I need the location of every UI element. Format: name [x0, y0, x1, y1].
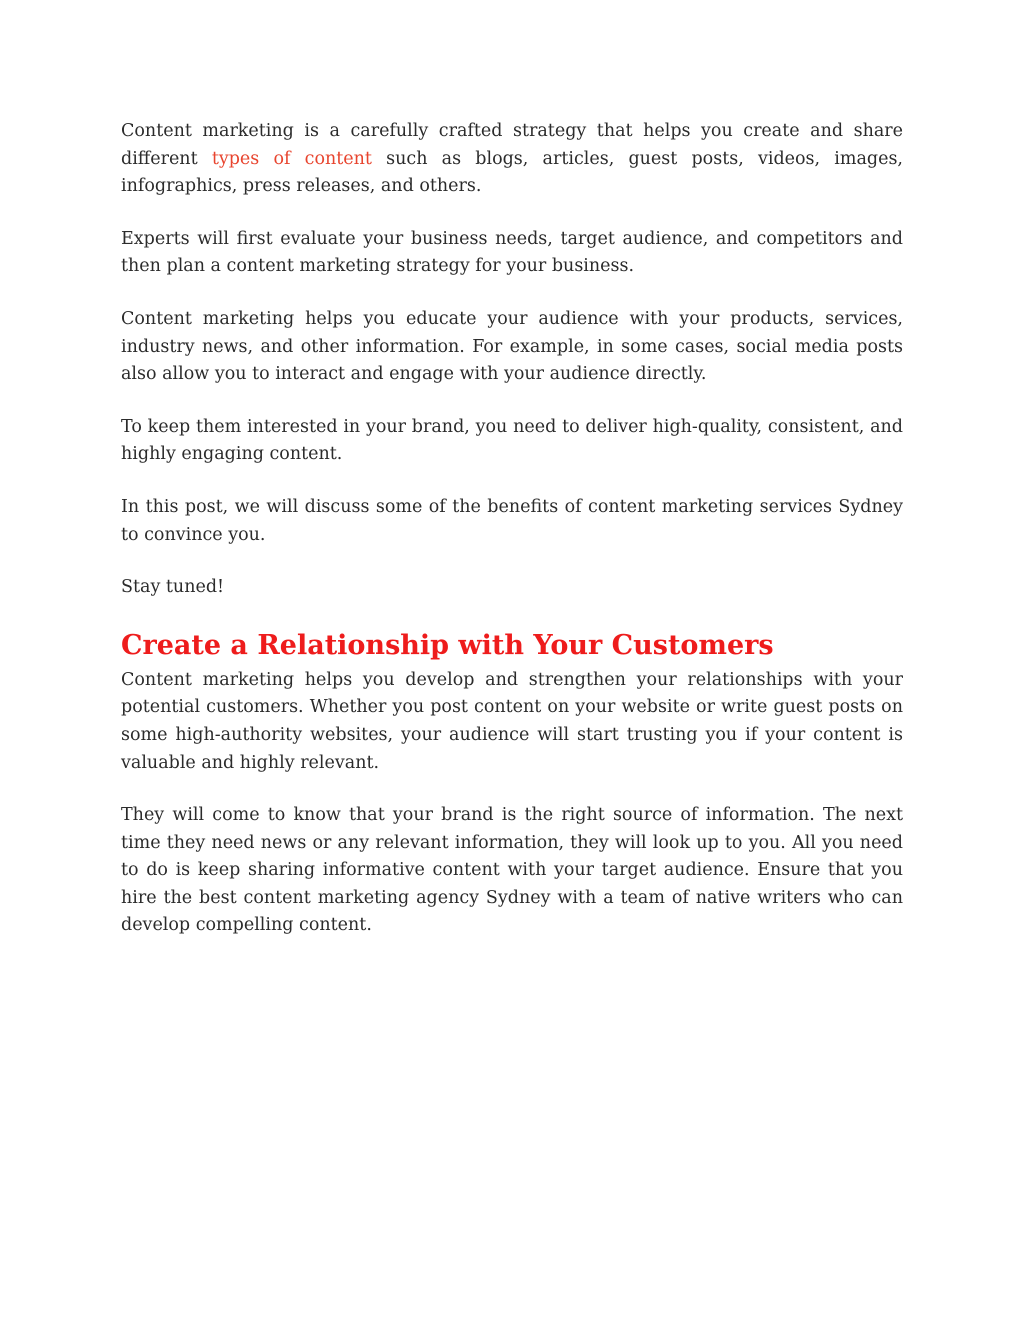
intro-paragraph-6: Stay tuned! [121, 577, 225, 598]
types-of-content-link[interactable]: types of content [211, 148, 372, 169]
intro-paragraph-5: In this post, we will discuss some of the benefits of content marketing services Sydney to convince you. [121, 496, 903, 545]
section-paragraph-2: They will come to know that your brand is the right source of information. The next time they need news or any relevant information, they will look up to you. All you need to do is keep sharing informative content with your target audience. Ensure that you hire the best content marketing agency Sydney with a team of native writers who can develop compelling content. [121, 805, 903, 936]
intro-paragraph-1-text-end: such as blogs, articles, guest posts, videos, images, infographics, press releases, and others. [121, 148, 903, 197]
section-heading: Create a Relationship with Your Customers [121, 629, 774, 661]
intro-paragraph-1 [121, 118, 903, 201]
intro-paragraph-2: Experts will first evaluate your business needs, target audience, and competitors and then plan a content marketing strategy for your business. [121, 228, 903, 277]
document-page [121, 118, 903, 965]
intro-paragraph-1-text-start: Content marketing is a carefully crafted strategy that helps you create and share different [121, 121, 903, 169]
intro-paragraph-3: Content marketing helps you educate your audience with your products, services, industry news, and other information. For example, in some cases, social media posts also allow you to interact and engage with your audience directly. [121, 308, 903, 385]
intro-paragraph-4: To keep them interested in your brand, you need to deliver high-quality, consistent, and highly engaging content. [121, 416, 903, 465]
section-paragraph-1: Content marketing helps you develop and strengthen your relationships with your potential customers. Whether you post content on your website or write guest posts on some high-authority websites, your audience will start trusting you if your content is valuable and highly relevant. [121, 669, 903, 773]
